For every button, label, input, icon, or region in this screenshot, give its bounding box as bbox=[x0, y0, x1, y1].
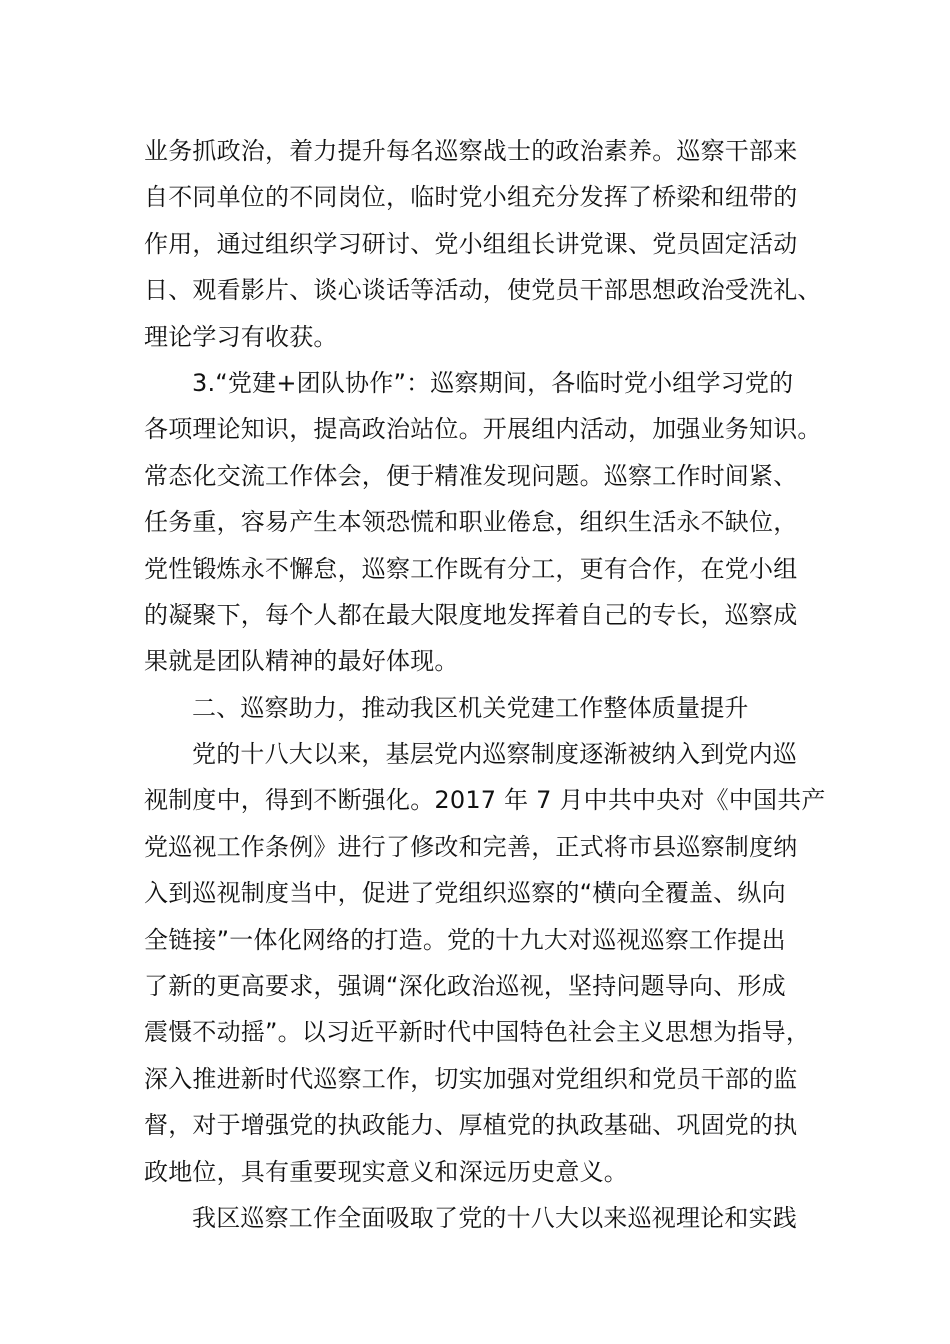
text-line: 日、观看影片、谈心谈话等活动，使党员干部思想政治受洗礼、 bbox=[144, 276, 822, 305]
text-line: 作用，通过组织学习研讨、党小组组长讲党课、党员固定活动 bbox=[144, 229, 798, 258]
text-line: 各项理论知识，提高政治站位。开展组内活动，加强业务知识。 bbox=[144, 415, 822, 444]
text-line: 我区巡察工作全面吸取了党的十八大以来巡视理论和实践 bbox=[192, 1203, 797, 1232]
text-line: 视制度中，得到不断强化。2017 年 7 月中共中央对《中国共产 bbox=[144, 786, 826, 815]
text-line: 自不同单位的不同岗位，临时党小组充分发挥了桥梁和纽带的 bbox=[144, 183, 798, 212]
text-line: 任务重，容易产生本领恐慌和职业倦怠，组织生活永不缺位， bbox=[144, 508, 798, 537]
text-line: 业务抓政治，着力提升每名巡察战士的政治素养。巡察干部来 bbox=[144, 137, 798, 165]
text-line: 党巡视工作条例》进行了修改和完善，正式将市县巡察制度纳 bbox=[144, 832, 798, 861]
text-line: 全链接”一体化网络的打造。党的十九大对巡视巡察工作提出 bbox=[144, 925, 786, 954]
text-line: 的凝聚下，每个人都在最大限度地发挥着自己的专长，巡察成 bbox=[144, 600, 798, 629]
text-line: 震慑不动摇”。以习近平新时代中国特色社会主义思想为指导， bbox=[144, 1018, 811, 1047]
text-line: 3.“党建+团队协作”：巡察期间，各临时党小组学习党的 bbox=[192, 368, 794, 397]
text-line: 理论学习有收获。 bbox=[144, 322, 338, 351]
text-line: 了新的更高要求，强调“深化政治巡视，坚持问题导向、形成 bbox=[144, 972, 786, 1001]
text-line: 常态化交流工作体会，便于精准发现问题。巡察工作时间紧、 bbox=[144, 461, 798, 490]
text-line: 党性锻炼永不懈怠，巡察工作既有分工，更有合作，在党小组 bbox=[144, 554, 798, 583]
text-line: 政地位，具有重要现实意义和深远历史意义。 bbox=[144, 1157, 628, 1186]
text-line: 果就是团队精神的最好体现。 bbox=[144, 647, 459, 676]
text-line: 入到巡视制度当中，促进了党组织巡察的“横向全覆盖、纵向 bbox=[144, 879, 786, 908]
document-body bbox=[144, 128, 824, 1241]
text-line: 督，对于增强党的执政能力、厚植党的执政基础、巩固党的执 bbox=[144, 1111, 798, 1140]
text-line: 二、巡察助力，推动我区机关党建工作整体质量提升 bbox=[192, 693, 749, 722]
text-line: 党的十八大以来，基层党内巡察制度逐渐被纳入到党内巡 bbox=[192, 740, 797, 769]
text-line: 深入推进新时代巡察工作，切实加强对党组织和党员干部的监 bbox=[144, 1064, 798, 1093]
